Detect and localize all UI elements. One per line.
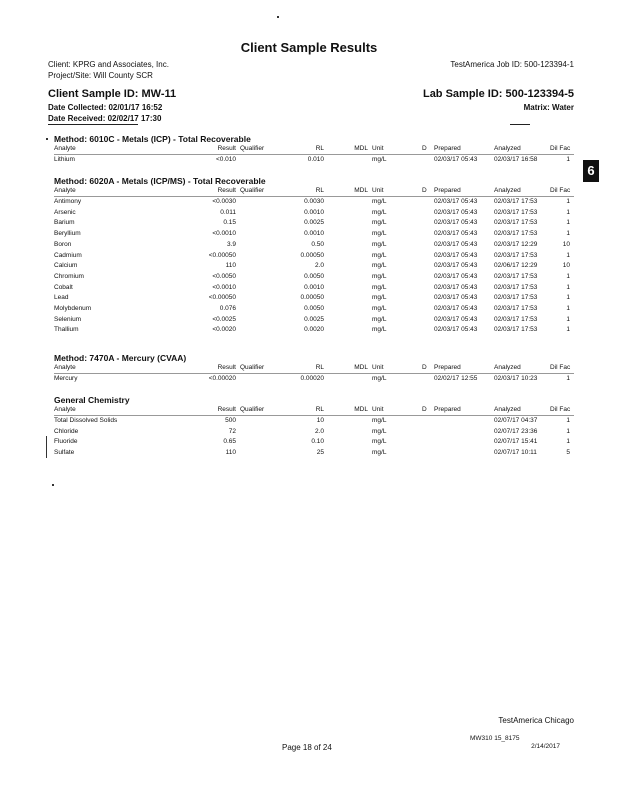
cell-rl: 0.00050 [300, 251, 324, 259]
cell-rl: 0.10 [311, 438, 324, 446]
cell-rl: 0.0030 [304, 198, 324, 205]
footer-company: TestAmerica Chicago [498, 716, 574, 725]
column-header-mdl: MDL [354, 364, 368, 371]
scan-speck [277, 16, 279, 18]
client-sample-id: Client Sample ID: MW-11 [48, 88, 177, 100]
cell-unit: mg/L [372, 230, 387, 238]
column-header-result: Result [217, 406, 236, 413]
cell-prepared: 02/03/17 05:43 [434, 208, 478, 216]
footer-doc-id: MW310 15_8175 [470, 735, 520, 742]
cell-rl: 0.010 [307, 156, 324, 163]
cell-prepared: 02/03/17 05:43 [434, 305, 478, 312]
cell-dil: 1 [566, 219, 570, 227]
table-row [54, 375, 574, 385]
column-header-rl: RL [315, 187, 324, 194]
cell-analyte: Lead [54, 294, 69, 302]
cell-analyzed: 02/03/17 17:53 [494, 294, 538, 302]
cell-analyzed: 02/03/17 17:53 [494, 208, 538, 216]
cell-analyzed: 02/03/17 17:53 [494, 272, 538, 280]
column-header-analyzed: Analyzed [494, 187, 521, 194]
cell-rl: 0.0025 [304, 315, 324, 323]
cell-unit: mg/L [372, 375, 387, 382]
cell-dil: 10 [562, 240, 570, 248]
column-header-mdl: MDL [354, 187, 368, 194]
cell-analyte: Cobalt [54, 283, 73, 291]
project-site: Project/Site: Will County SCR [48, 71, 153, 80]
column-header-rl: RL [315, 145, 324, 152]
table-row [54, 273, 574, 283]
table-row [54, 294, 574, 304]
cell-unit: mg/L [372, 219, 387, 227]
cell-analyte: Boron [54, 240, 72, 248]
cell-dil: 1 [566, 438, 570, 446]
cell-result: <0.00020 [208, 375, 236, 382]
cell-dil: 1 [566, 156, 570, 163]
cell-result: <0.00050 [208, 251, 236, 259]
cell-unit: mg/L [372, 427, 387, 435]
cell-unit: mg/L [372, 262, 387, 270]
cell-prepared: 02/02/17 12:55 [434, 375, 478, 382]
cell-dil: 10 [562, 262, 570, 270]
cell-unit: mg/L [372, 438, 387, 446]
cell-analyzed: 02/03/17 10:23 [494, 375, 538, 382]
cell-prepared: 02/03/17 05:43 [434, 156, 478, 163]
table-row [54, 305, 574, 315]
cell-analyte: Barium [54, 219, 75, 227]
column-header-analyte: Analyte [54, 145, 76, 152]
column-header-d: D [422, 406, 427, 413]
cell-result: 0.65 [223, 438, 236, 446]
scan-speck [46, 138, 48, 140]
cell-unit: mg/L [372, 449, 387, 457]
table-row [54, 428, 574, 438]
cell-result: 500 [225, 417, 236, 424]
cell-result: <0.010 [215, 156, 236, 163]
cell-prepared: 02/03/17 05:43 [434, 326, 478, 334]
client-name: Client: KPRG and Associates, Inc. [48, 60, 169, 69]
column-header-analyzed: Analyzed [494, 145, 521, 152]
cell-unit: mg/L [372, 294, 387, 302]
date-received: Date Received: 02/02/17 17:30 [48, 114, 162, 123]
cell-analyzed: 02/03/17 12:29 [494, 240, 538, 248]
method-title: Method: 6020A - Metals (ICP/MS) - Total Recoverable [54, 176, 266, 186]
cell-rl: 0.0010 [304, 230, 324, 238]
table-row [54, 326, 574, 336]
table-row [54, 219, 574, 229]
cell-analyzed: 02/03/17 17:53 [494, 198, 538, 205]
column-header-dil: Dil Fac [550, 364, 571, 371]
column-header-prepared: Prepared [434, 406, 461, 413]
cell-analyzed: 02/03/17 16:58 [494, 156, 538, 163]
cell-analyte: Selenium [54, 315, 82, 323]
cell-unit: mg/L [372, 208, 387, 216]
column-header-analyte: Analyte [54, 406, 76, 413]
cell-prepared: 02/03/17 05:43 [434, 251, 478, 259]
section-tab: 6 [583, 160, 599, 182]
cell-rl: 0.00020 [300, 375, 324, 382]
lab-sample-id: Lab Sample ID: 500-123394-5 [422, 88, 574, 100]
cell-prepared: 02/03/17 05:43 [434, 262, 478, 270]
column-header-mdl: MDL [354, 406, 368, 413]
table-row [54, 284, 574, 294]
cell-dil: 1 [566, 251, 570, 259]
column-header-mdl: MDL [354, 145, 368, 152]
cell-analyzed: 02/07/17 15:41 [494, 438, 538, 446]
column-header-rl: RL [315, 406, 324, 413]
cell-rl: 0.0010 [304, 208, 324, 216]
cell-analyzed: 02/03/17 17:53 [494, 251, 538, 259]
cell-result: <0.0030 [212, 198, 236, 205]
table-row [54, 156, 574, 166]
cell-result: <0.00050 [208, 294, 236, 302]
cell-analyte: Lithium [54, 156, 75, 163]
cell-rl: 0.50 [311, 240, 324, 248]
header-underline [54, 415, 574, 416]
cell-dil: 1 [566, 417, 570, 424]
scan-mark [46, 436, 47, 458]
cell-unit: mg/L [372, 417, 387, 424]
column-header-qualifier: Qualifier [240, 187, 265, 194]
job-id: TestAmerica Job ID: 500-123394-1 [450, 60, 574, 69]
cell-analyzed: 02/03/17 17:53 [494, 283, 538, 291]
cell-analyzed: 02/03/17 17:53 [494, 326, 538, 334]
cell-analyte: Calcium [54, 262, 78, 270]
table-row [54, 262, 574, 272]
cell-unit: mg/L [372, 272, 387, 280]
cell-prepared: 02/03/17 05:43 [434, 198, 478, 205]
cell-analyzed: 02/07/17 23:36 [494, 427, 538, 435]
cell-prepared: 02/03/17 05:43 [434, 240, 478, 248]
cell-analyte: Thallium [54, 326, 79, 334]
cell-unit: mg/L [372, 240, 387, 248]
column-header-unit: Unit [372, 145, 384, 152]
cell-prepared: 02/03/17 05:43 [434, 272, 478, 280]
method-title: Method: 7470A - Mercury (CVAA) [54, 353, 187, 363]
column-header-result: Result [217, 145, 236, 152]
table-row [54, 417, 574, 427]
column-header-unit: Unit [372, 406, 384, 413]
cell-analyzed: 02/03/17 17:53 [494, 305, 538, 312]
cell-dil: 1 [566, 198, 570, 205]
cell-result: <0.0020 [212, 326, 236, 334]
column-header-analyzed: Analyzed [494, 364, 521, 371]
cell-analyte: Chromium [54, 272, 84, 280]
cell-dil: 1 [566, 230, 570, 238]
cell-analyzed: 02/03/17 17:53 [494, 315, 538, 323]
cell-analyzed: 02/06/17 12:29 [494, 262, 538, 270]
column-header-prepared: Prepared [434, 187, 461, 194]
cell-prepared: 02/03/17 05:43 [434, 294, 478, 302]
column-header-prepared: Prepared [434, 364, 461, 371]
column-header-unit: Unit [372, 364, 384, 371]
cell-dil: 1 [566, 427, 570, 435]
table-row [54, 198, 574, 208]
cell-result: <0.0025 [212, 315, 236, 323]
column-header-dil: Dil Fac [550, 187, 571, 194]
cell-result: 0.076 [219, 305, 236, 312]
method-title: Method: 6010C - Metals (ICP) - Total Recoverable [54, 134, 251, 144]
header-rule-right [510, 124, 530, 125]
cell-dil: 1 [566, 208, 570, 216]
cell-rl: 0.0010 [304, 283, 324, 291]
cell-rl: 2.0 [314, 262, 324, 270]
column-header-d: D [422, 187, 427, 194]
page-title: Client Sample Results [240, 40, 378, 55]
column-header-d: D [422, 364, 427, 371]
cell-rl: 0.00050 [300, 294, 324, 302]
table-row [54, 241, 574, 251]
cell-analyte: Chloride [54, 427, 79, 435]
cell-rl: 2.0 [314, 427, 324, 435]
cell-analyzed: 02/07/17 10:11 [494, 449, 537, 457]
cell-dil: 1 [566, 326, 570, 334]
matrix: Matrix: Water [523, 103, 574, 112]
cell-rl: 0.0020 [304, 326, 324, 334]
table-row [54, 230, 574, 240]
header-rule [48, 124, 138, 125]
column-header-unit: Unit [372, 187, 384, 194]
cell-result: 110 [225, 262, 236, 270]
date-collected: Date Collected: 02/01/17 16:52 [48, 103, 163, 112]
cell-analyte: Beryllium [54, 230, 81, 238]
table-row [54, 209, 574, 219]
cell-dil: 1 [566, 315, 570, 323]
cell-rl: 0.0025 [304, 219, 324, 227]
cell-dil: 1 [566, 272, 570, 280]
cell-dil: 1 [566, 283, 570, 291]
cell-rl: 0.0050 [304, 305, 324, 312]
column-header-dil: Dil Fac [550, 145, 571, 152]
scan-speck [52, 484, 54, 486]
cell-dil: 1 [566, 375, 570, 382]
cell-prepared: 02/03/17 05:43 [434, 315, 478, 323]
cell-analyzed: 02/03/17 17:53 [494, 219, 538, 227]
cell-result: 0.15 [223, 219, 236, 227]
column-header-rl: RL [315, 364, 324, 371]
cell-unit: mg/L [372, 283, 387, 291]
cell-analyte: Mercury [54, 375, 78, 382]
cell-dil: 1 [566, 294, 570, 302]
cell-unit: mg/L [372, 198, 387, 205]
column-header-result: Result [217, 187, 236, 194]
cell-unit: mg/L [372, 156, 387, 163]
cell-result: <0.0050 [212, 272, 236, 280]
cell-prepared: 02/03/17 05:43 [434, 283, 478, 291]
header-underline [54, 154, 574, 155]
cell-analyte: Antimony [54, 198, 82, 205]
cell-unit: mg/L [372, 305, 387, 312]
cell-analyte: Molybdenum [54, 305, 92, 312]
cell-prepared: 02/03/17 05:43 [434, 219, 478, 227]
cell-analyte: Arsenic [54, 208, 76, 216]
cell-rl: 10 [316, 417, 324, 424]
cell-unit: mg/L [372, 326, 387, 334]
cell-analyte: Sulfate [54, 449, 75, 457]
column-header-result: Result [217, 364, 236, 371]
cell-rl: 0.0050 [304, 272, 324, 280]
table-row [54, 449, 574, 459]
method-title: General Chemistry [54, 395, 130, 405]
header-underline [54, 373, 574, 374]
cell-prepared: 02/03/17 05:43 [434, 230, 478, 238]
cell-analyte: Fluoride [54, 438, 78, 446]
cell-result: 0.011 [220, 208, 236, 216]
cell-analyzed: 02/07/17 04:37 [494, 417, 538, 424]
cell-rl: 25 [316, 449, 324, 457]
table-row [54, 438, 574, 448]
cell-result: 110 [225, 449, 236, 457]
footer-date: 2/14/2017 [531, 743, 560, 750]
column-header-analyte: Analyte [54, 187, 76, 194]
page-number: Page 18 of 24 [282, 743, 332, 752]
column-header-prepared: Prepared [434, 145, 461, 152]
column-header-analyzed: Analyzed [494, 406, 521, 413]
cell-unit: mg/L [372, 251, 387, 259]
cell-result: 3.9 [226, 240, 236, 248]
column-header-qualifier: Qualifier [240, 406, 265, 413]
cell-result: 72 [228, 427, 236, 435]
cell-dil: 1 [566, 305, 570, 312]
column-header-qualifier: Qualifier [240, 145, 265, 152]
cell-dil: 5 [566, 449, 570, 457]
cell-analyte: Cadmium [54, 251, 82, 259]
column-header-d: D [422, 145, 427, 152]
cell-result: <0.0010 [212, 283, 236, 291]
header-underline [54, 196, 574, 197]
cell-result: <0.0010 [212, 230, 236, 238]
cell-unit: mg/L [372, 315, 387, 323]
column-header-analyte: Analyte [54, 364, 76, 371]
column-header-dil: Dil Fac [550, 406, 571, 413]
table-row [54, 252, 574, 262]
column-header-qualifier: Qualifier [240, 364, 265, 371]
cell-analyzed: 02/03/17 17:53 [494, 230, 538, 238]
cell-analyte: Total Dissolved Solids [54, 417, 118, 424]
table-row [54, 316, 574, 326]
